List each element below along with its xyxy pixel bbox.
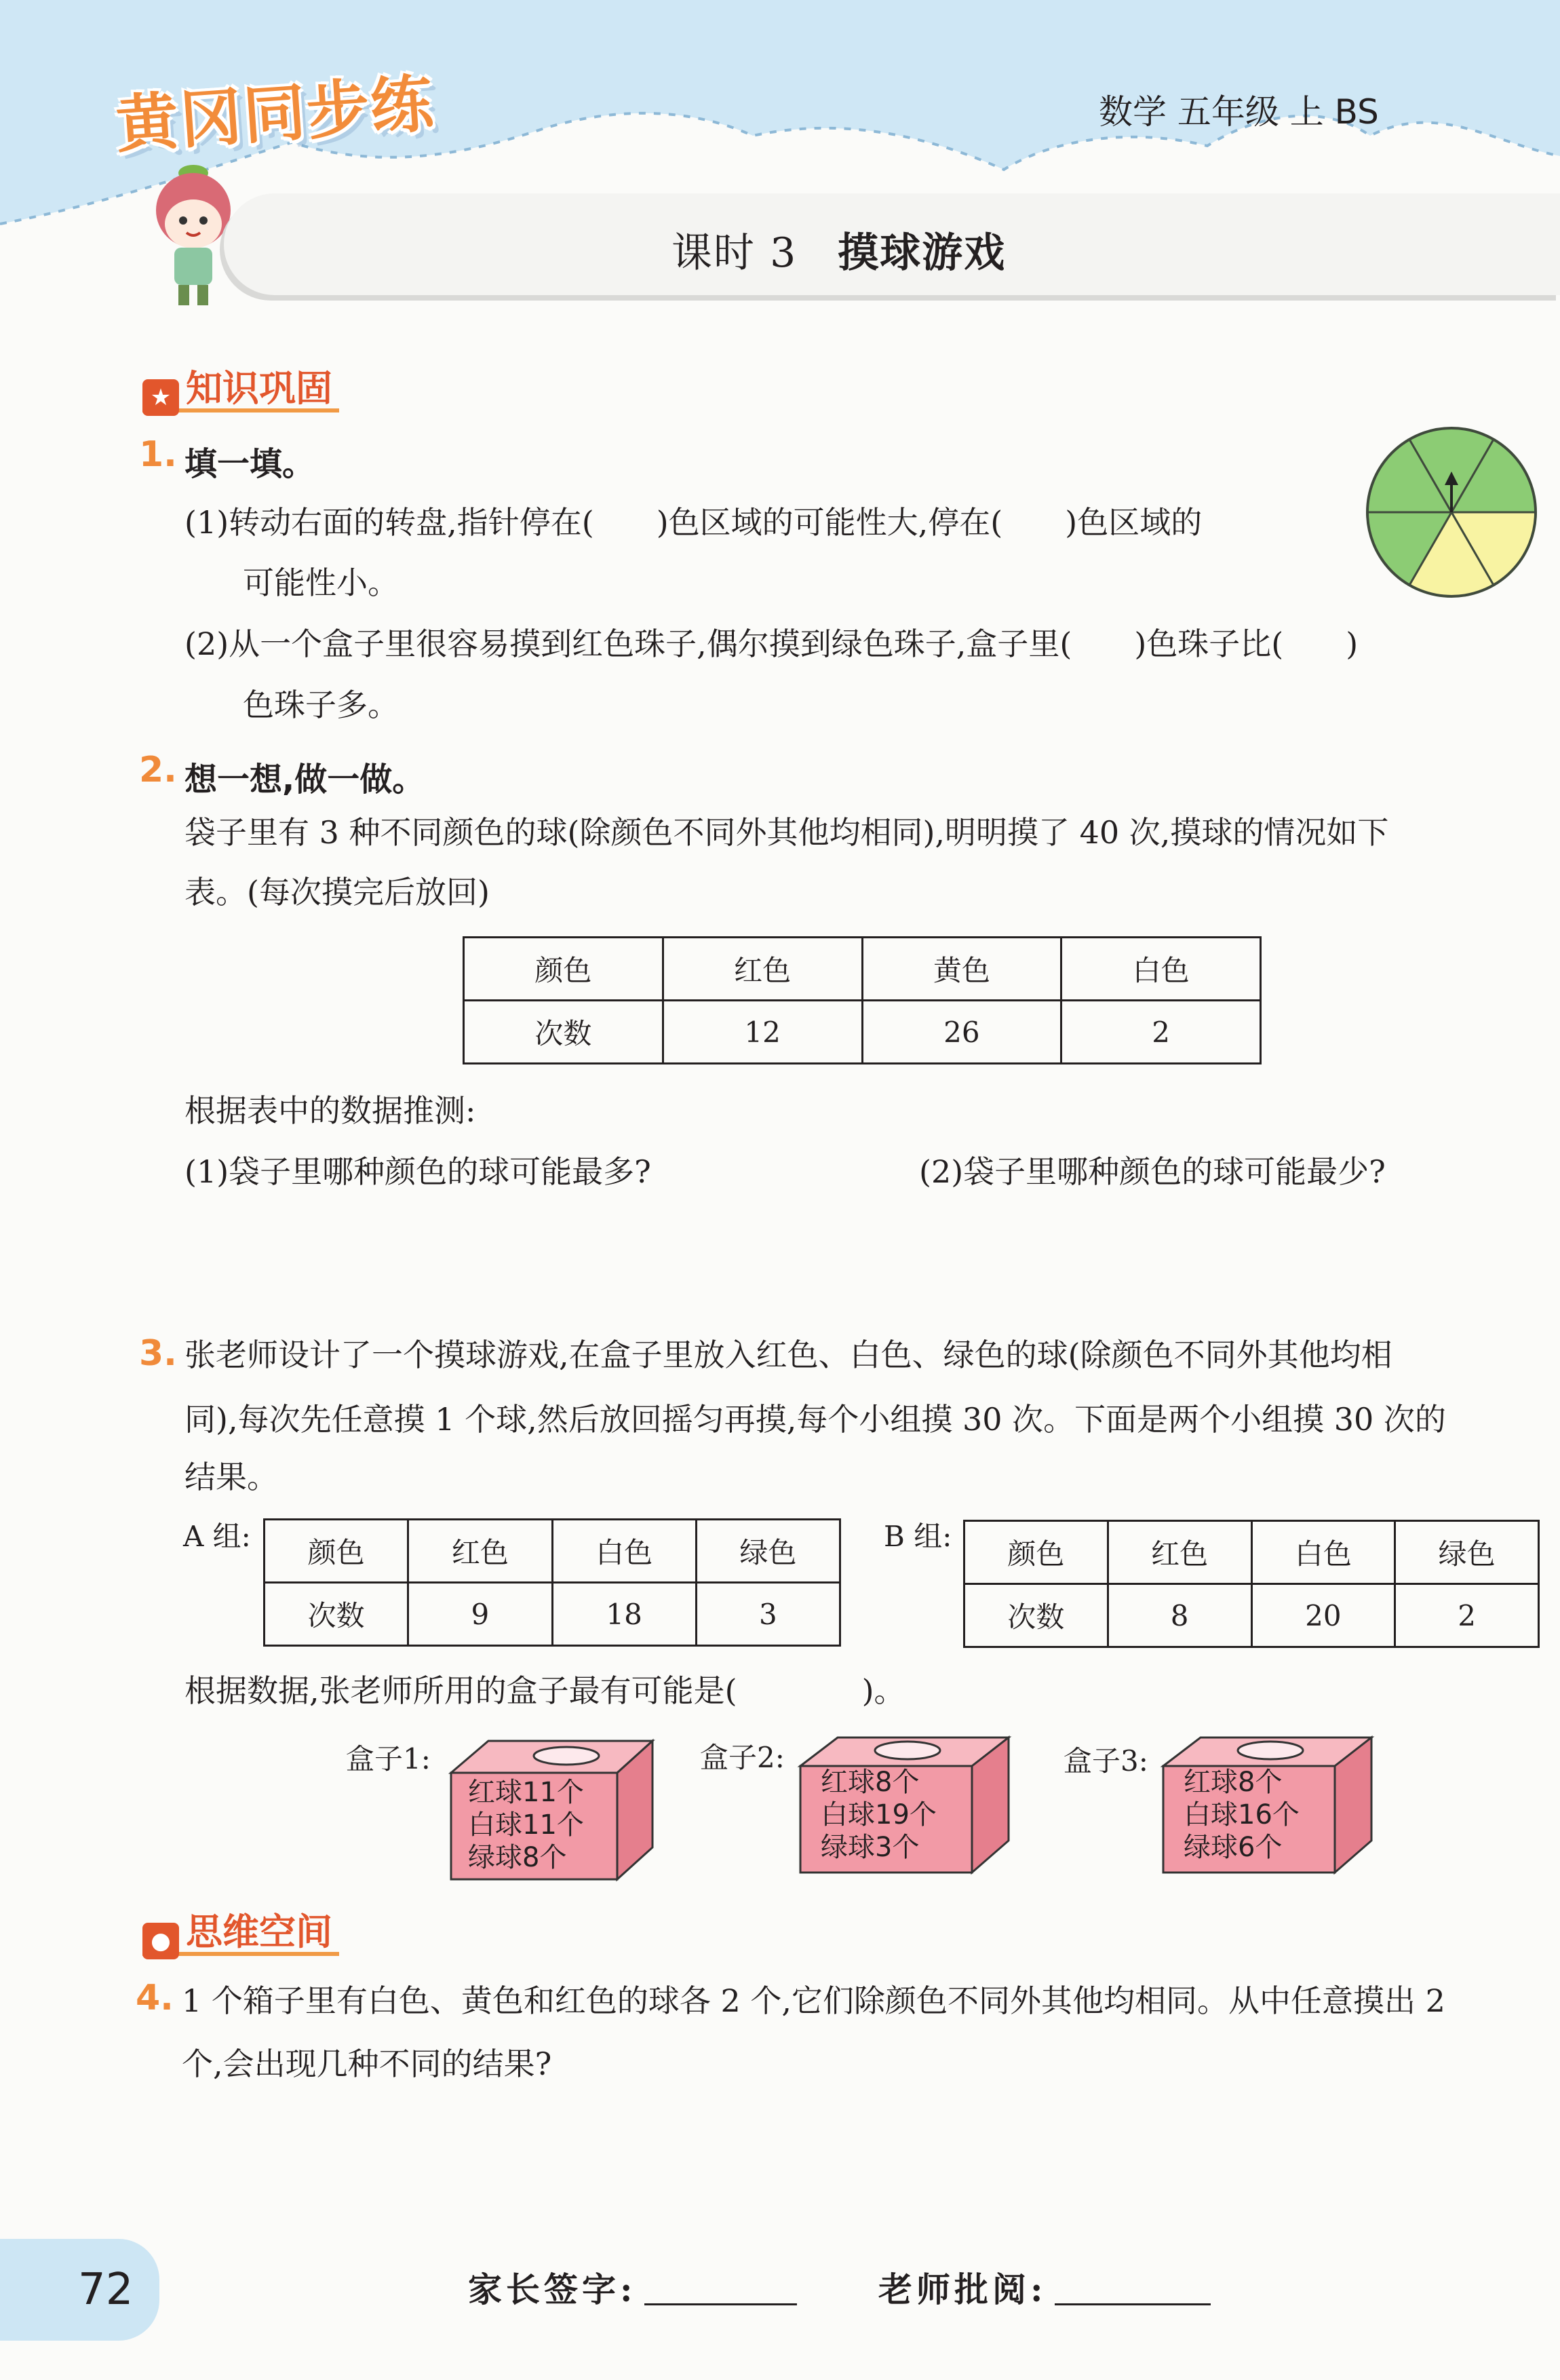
q1-part1-line1: (1)转动右面的转盘,指针停在( )色区域的可能性大,停在( )色区域的 (184, 504, 1203, 541)
table-cell: 2 (1395, 1584, 1539, 1647)
group-a-label: A 组: (183, 1520, 251, 1553)
table-row (964, 1521, 1539, 1584)
table-cell: 12 (663, 1001, 862, 1064)
table-row (464, 1001, 1261, 1064)
subject-grade-label: 数学 五年级 上 BS (1099, 92, 1379, 132)
q1-part2-line1: (2)从一个盒子里很容易摸到红色珠子,偶尔摸到绿色珠子,盒子里( )色珠子比( ) (184, 626, 1359, 662)
teacher-check-label: 老师批阅: (878, 2269, 1047, 2309)
box-3-green: 绿球6个 (1184, 1832, 1283, 1863)
q1-part2-line2: 色珠子多。 (243, 687, 399, 723)
box-1-label: 盒子1: (346, 1742, 431, 1776)
question-2-number: 2. (139, 750, 177, 790)
q2-text-line2: 表。(每次摸完后放回) (184, 874, 490, 910)
q2-text-line1: 袋子里有 3 种不同颜色的球(除颜色不同外其他均相同),明明摸了 40 次,摸球的情况如下 (184, 814, 1389, 851)
q3-text-line1: 张老师设计了一个摸球游戏,在盒子里放入红色、白色、绿色的球(除颜色不同外其他均相 (184, 1337, 1392, 1373)
star-icon: ★ (142, 379, 179, 416)
q4-text-line2: 个,会出现几种不同的结果? (182, 2046, 552, 2082)
section-thinking: ● 思维空间 (142, 1903, 339, 1956)
group-a-table (263, 1518, 841, 1647)
box-2-white: 白球19个 (821, 1799, 937, 1830)
group-b-table (963, 1520, 1540, 1648)
box-1-contents (468, 1776, 584, 1874)
table-cell: 颜色 (964, 1521, 1108, 1584)
lesson-title (671, 220, 1006, 279)
mascot-icon (153, 159, 234, 315)
table-cell: 绿色 (696, 1520, 840, 1583)
q2-sub-question-2: (2)袋子里哪种颜色的球可能最少? (919, 1153, 1386, 1190)
table-row (464, 938, 1261, 1001)
table-cell: 26 (862, 1001, 1061, 1064)
table-cell: 颜色 (265, 1520, 408, 1583)
question-4-number: 4. (136, 1978, 174, 2018)
table-cell: 绿色 (1395, 1521, 1539, 1584)
box-3-white: 白球16个 (1184, 1799, 1300, 1830)
spinner-wheel (1363, 424, 1540, 600)
table-cell: 白色 (552, 1520, 696, 1583)
box-2-label: 盒子2: (700, 1741, 785, 1774)
lesson-name: 摸球游戏 (838, 229, 1007, 277)
table-cell: 黄色 (862, 938, 1061, 1001)
table-cell: 8 (1108, 1584, 1251, 1647)
q3-conclusion: 根据数据,张老师所用的盒子最有可能是( )。 (184, 1672, 905, 1709)
box-1-white: 白球11个 (468, 1809, 584, 1841)
table-cell: 红色 (408, 1520, 552, 1583)
table-cell: 18 (552, 1583, 696, 1646)
table-cell: 红色 (663, 938, 862, 1001)
table-cell: 20 (1251, 1584, 1395, 1647)
q3-text-line2: 同),每次先任意摸 1 个球,然后放回摇匀再摸,每个小组摸 30 次。下面是两个小组摸 30 次的 (184, 1401, 1446, 1438)
parent-signature-field[interactable] (644, 2303, 797, 2305)
box-3-contents (1184, 1766, 1300, 1864)
lesson-number: 课时 3 (671, 229, 798, 277)
table-cell: 次数 (464, 1001, 663, 1064)
question-1-heading: 填一填。 (184, 445, 315, 483)
question-1-number: 1. (139, 434, 177, 475)
table-cell: 2 (1061, 1001, 1261, 1064)
parent-signature-label: 家长签字: (468, 2269, 637, 2309)
box-1-green: 绿球8个 (468, 1842, 567, 1873)
table-cell: 白色 (1251, 1521, 1395, 1584)
group-b-label: B 组: (884, 1520, 952, 1553)
table-cell: 9 (408, 1583, 552, 1646)
box-2-contents (821, 1766, 937, 1864)
brand-logo: 黄冈同步练 (113, 66, 437, 162)
box-1-red: 红球11个 (468, 1777, 584, 1808)
table-cell: 次数 (964, 1584, 1108, 1647)
q4-text-line1: 1 个箱子里有白色、黄色和红色的球各 2 个,它们除颜色不同外其他均相同。从中任意摸出 2 (182, 1982, 1445, 2019)
q2-infer-text: 根据表中的数据推测: (184, 1092, 476, 1129)
table-row (265, 1583, 840, 1646)
box-2-green: 绿球3个 (821, 1832, 920, 1863)
section-knowledge: ★ 知识巩固 (142, 360, 339, 412)
table-cell: 白色 (1061, 938, 1261, 1001)
table-cell: 3 (696, 1583, 840, 1646)
table-row (964, 1584, 1539, 1647)
table-cell: 次数 (265, 1583, 408, 1646)
bulb-icon: ● (142, 1923, 179, 1959)
table-cell: 红色 (1108, 1521, 1251, 1584)
q1-part1-line2: 可能性小。 (243, 564, 399, 601)
q2-table (463, 936, 1262, 1064)
question-2-heading: 想一想,做一做。 (184, 761, 425, 799)
table-row (265, 1520, 840, 1583)
box-3-red: 红球8个 (1184, 1767, 1283, 1798)
q3-text-line3: 结果。 (184, 1459, 278, 1495)
table-cell: 颜色 (464, 938, 663, 1001)
q2-sub-question-1: (1)袋子里哪种颜色的球可能最多? (184, 1153, 651, 1190)
box-3-label: 盒子3: (1064, 1744, 1148, 1778)
question-3-number: 3. (139, 1333, 177, 1374)
box-2-red: 红球8个 (821, 1767, 920, 1798)
teacher-check-field[interactable] (1055, 2303, 1211, 2305)
page-number: 72 (78, 2265, 134, 2315)
